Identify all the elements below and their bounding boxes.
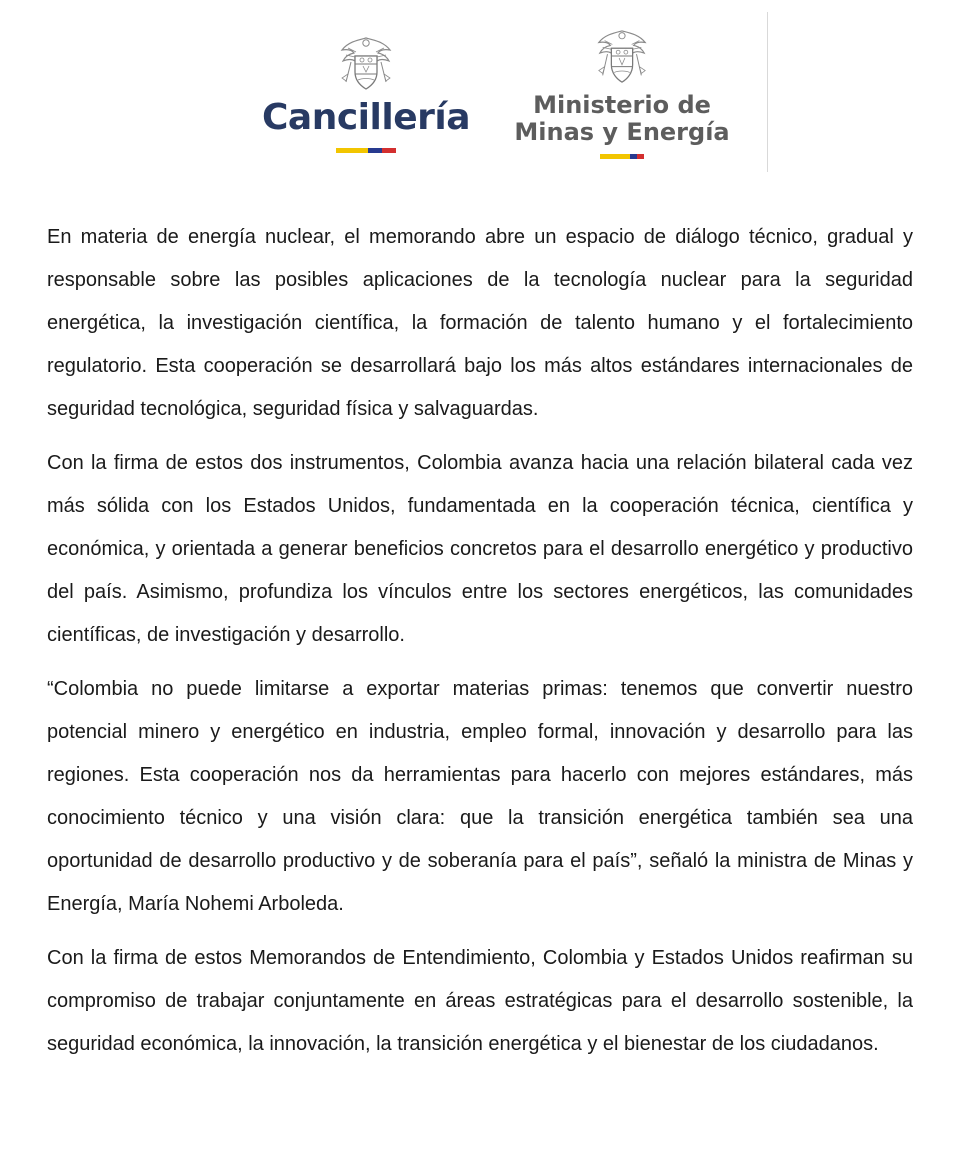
flag-stripe-red (637, 154, 644, 159)
ministerio-minas-energia-wordmark (514, 92, 729, 146)
flag-stripe-yellow (600, 154, 630, 159)
document-header (0, 0, 960, 180)
colombia-coat-of-arms-icon (336, 34, 396, 94)
paragraph-closing: Con la firma de estos Memorandos de Entendimiento, Colombia y Estados Unidos reafirman su compromiso de trabajar conjuntamente en áreas estratégicas para el desarrollo sostenible, la seguridad económica, la innovación, la transición energética y el bienestar de los ciudadanos. (47, 947, 913, 1055)
flag-stripe-blue (630, 154, 637, 159)
paragraph-minister-quote: “Colombia no puede limitarse a exportar materias primas: tenemos que convertir nuestro potencial minero y energético en industria, empleo formal, innovación y desarrollo para las regiones. Esta cooperación nos da herramientas para hacerlo con mejores estándares, más conocimiento técnico y una visión clara: que la transición energética también sea una oportunidad de desarrollo productivo y de soberanía para el país”, señaló la ministra de Minas y Energía, María Nohemi Arboleda. (47, 678, 913, 915)
flag-stripe-red (382, 148, 396, 153)
flag-stripe (600, 154, 644, 159)
document-body (47, 216, 913, 1077)
ministerio-minas-energia-logo (514, 26, 730, 159)
colombia-coat-of-arms-icon (593, 26, 651, 88)
paragraph-nuclear-energy: En materia de energía nuclear, el memorando abre un espacio de diálogo técnico, gradual y responsable sobre las posibles aplicaciones de la tecnología nuclear para la seguridad energética, la investigación científica, la formación de talento humano y el fortalecimiento regulatorio. Esta cooperación se desarrollará bajo los más altos estándares internacionales de seguridad tecnológica, seguridad física y salvaguardas. (47, 226, 913, 420)
flag-stripe-yellow (336, 148, 368, 153)
flag-stripe (336, 148, 396, 153)
flag-stripe-blue (368, 148, 382, 153)
header-divider (767, 12, 768, 172)
cancilleria-wordmark: Cancillería (262, 97, 471, 138)
cancilleria-logo (262, 34, 470, 153)
paragraph-bilateral-relationship: Con la firma de estos dos instrumentos, Colombia avanza hacia una relación bilateral cada vez más sólida con los Estados Unidos, fundamentada en la cooperación técnica, científica y económica, y orientada a generar beneficios concretos para el desarrollo energético y productivo del país. Asimismo, profundiza los vínculos entre los sectores energéticos, las comunidades científicas, de investigación y desarrollo. (47, 452, 913, 646)
wordmark-line-2: Minas y Energía (514, 118, 730, 146)
wordmark-line-1: Ministerio de (533, 91, 711, 119)
